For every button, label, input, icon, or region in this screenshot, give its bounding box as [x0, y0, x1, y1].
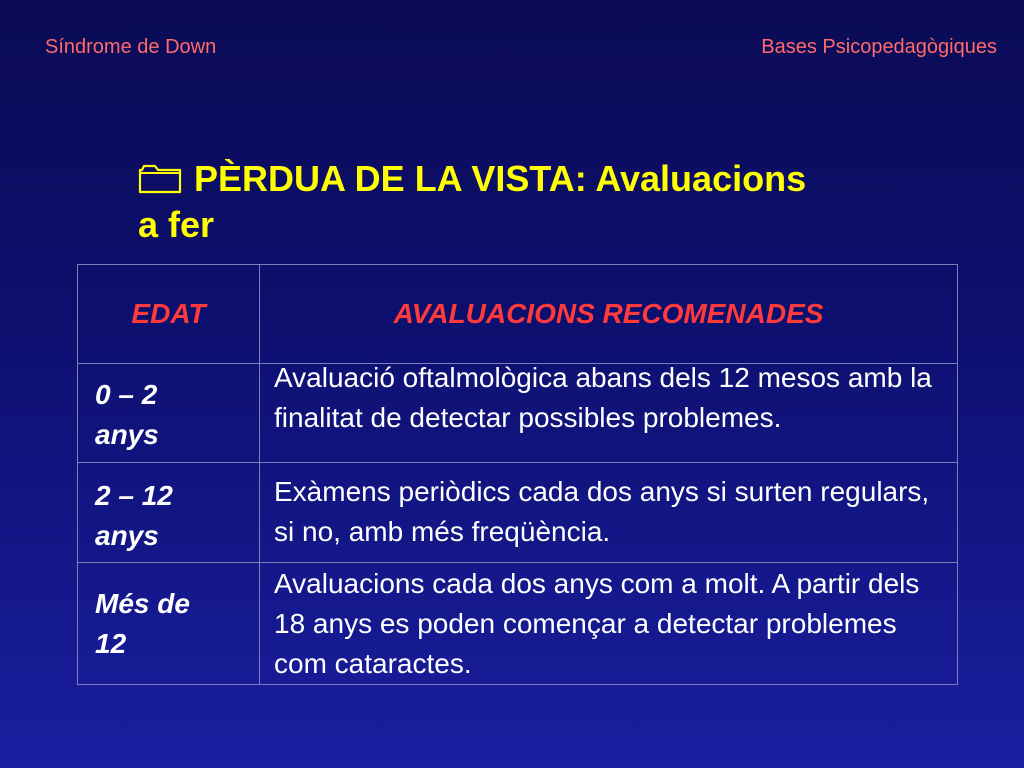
slide-title: [138, 156, 958, 248]
table-row: [78, 364, 958, 463]
evaluations-table: [77, 264, 958, 685]
evaluation-text: Avaluacions cada dos anys com a molt. A partir dels 18 anys es poden començar a detectar problemes com cataractes.: [274, 568, 920, 679]
age-line2: 12: [95, 628, 127, 659]
header-age: EDAT: [78, 265, 260, 364]
age-line2: anys: [95, 520, 159, 551]
age-line2: anys: [95, 419, 159, 450]
evaluation-text: Exàmens periòdics cada dos anys si surten regulars, si no, amb més freqüència.: [274, 476, 930, 547]
table-row: [78, 563, 958, 685]
age-line1: 0 – 2: [95, 379, 158, 410]
header-evaluations: AVALUACIONS RECOMENADES: [260, 265, 958, 364]
table-header-row: [78, 265, 958, 364]
age-range: [78, 563, 259, 664]
folder-icon: [138, 164, 182, 194]
slide-title-line1: PÈRDUA DE LA VISTA: Avaluacions: [194, 158, 807, 199]
age-range: [78, 463, 259, 556]
table-row: [78, 463, 958, 563]
age-line1: Més de: [95, 588, 190, 619]
evaluation-cell: [260, 463, 958, 563]
age-cell: [78, 364, 260, 463]
age-cell: [78, 463, 260, 563]
evaluation-cell: [260, 563, 958, 685]
age-range: [78, 364, 259, 455]
age-line1: 2 – 12: [95, 480, 173, 511]
header-topic: Síndrome de Down: [45, 36, 217, 58]
header-course: Bases Psicopedagògiques: [761, 36, 997, 58]
age-cell: [78, 563, 260, 685]
evaluation-text: Avaluació oftalmològica abans dels 12 mesos amb la finalitat de detectar possibles problemes.: [274, 362, 932, 433]
slide-title-line2: a fer: [138, 204, 215, 245]
evaluation-cell: [260, 364, 958, 463]
